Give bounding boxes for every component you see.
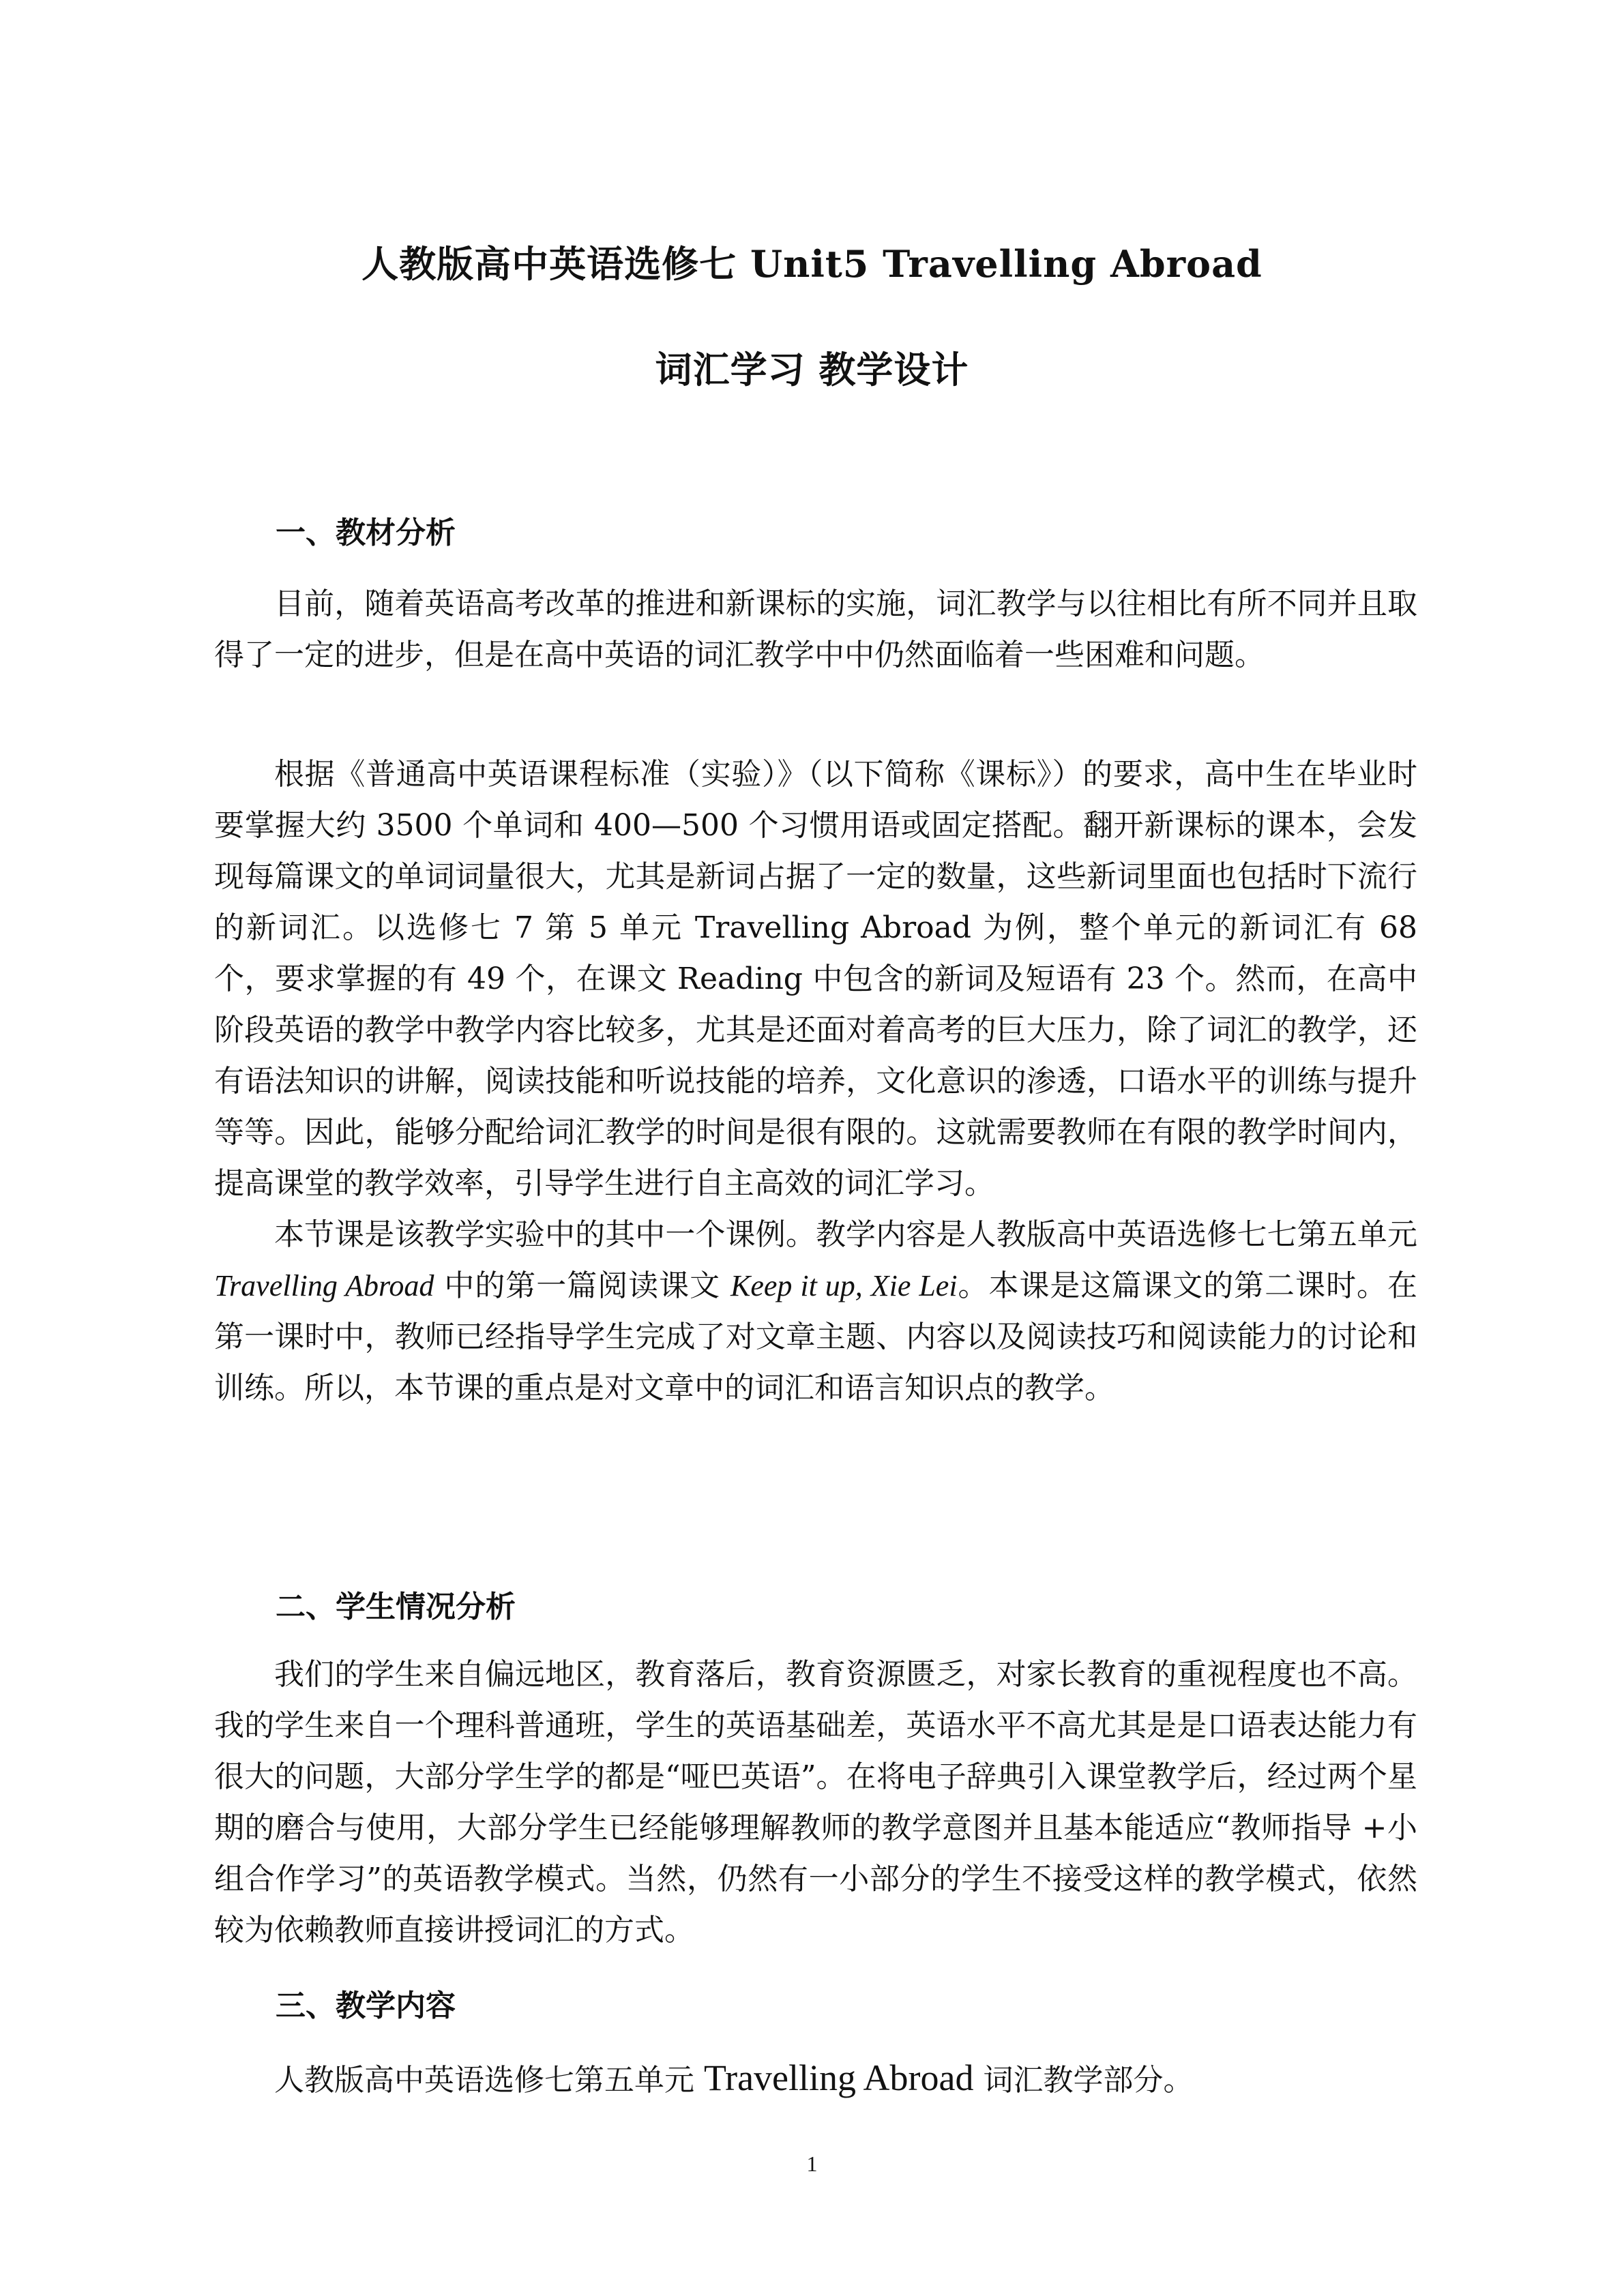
section3-body	[214, 2053, 1417, 2106]
paragraph-text: 人教版高中英语选修七第五单元	[274, 2063, 704, 2098]
document-title-line1: 人教版高中英语选修七 Unit5 Travelling Abroad	[361, 242, 1263, 286]
paragraph-text: 词汇教学部分。	[973, 2063, 1194, 2098]
section1-paragraph-3	[214, 1209, 1417, 1414]
unit-title: Travelling Abroad	[704, 2057, 974, 2098]
section2-heading: 二、学生情况分析	[276, 1590, 516, 1624]
paragraph-text: 中的第一篇阅读课文	[434, 1268, 730, 1303]
section1-body-3	[214, 1209, 1417, 1414]
section1-body-2	[214, 749, 1417, 1209]
document-title-line2: 词汇学习 教学设计	[655, 348, 969, 391]
unit-title-italic: Travelling Abroad	[214, 1269, 434, 1302]
section1-paragraph-2: 根据《普通高中英语课程标准（实验）》（以下简称《课标》）的要求，高中生在毕业时要掌握大约 3500 个单词和 400—500 个习惯用语或固定搭配。翻开新课标的课本，会发现每篇课文的单词词量很大，尤其是新词占据了一定的数量，这些新词里面也包括时下流行的新词汇。以选修七 7 第 5 单元 Travelling Abroad 为例，整个单元的新词汇有 68 个，要求掌握的有 49 个，在课文 Reading 中包含的新词及短语有 23 个。然而，在高中阶段英语的教学中教学内容比较多，尤其是还面对着高考的巨大压力，除了词汇的教学，还有语法知识的讲解，阅读技能和听说技能的培养，文化意识的渗透，口语水平的训练与提升等等。因此，能够分配给词汇教学的时间是很有限的。这就需要教师在有限的教学时间内，提高课堂的教学效率，引导学生进行自主高效的词汇学习。	[214, 757, 1417, 1201]
paragraph-text: 。本课是这篇课文的第二课时。在第一课时中，教师已经指导学生完成了对文章主题、内容以及阅读技巧和阅读能力的讨论和训练。所以，本节课的重点是对文章中的词汇和语言知识点的教学。	[214, 1268, 1417, 1405]
section1-heading: 一、教材分析	[276, 516, 456, 550]
paragraph-text: 本节课是该教学实验中的其中一个课例。教学内容是人教版高中英语选修七七第五单元	[274, 1217, 1417, 1252]
section3-paragraph	[214, 2053, 1417, 2106]
lesson-title-italic: Keep it up, Xie Lei	[730, 1269, 958, 1302]
section1-paragraph-1: 目前，随着英语高考改革的推进和新课标的实施，词汇教学与以往相比有所不同并且取得了一定的进步，但是在高中英语的词汇教学中中仍然面临着一些困难和问题。	[214, 586, 1417, 672]
page-number: 1	[806, 2151, 818, 2176]
section1-body	[214, 578, 1417, 681]
section2-body	[214, 1649, 1417, 1956]
section3-heading: 三、教学内容	[276, 1988, 456, 2023]
section2-paragraph-1: 我们的学生来自偏远地区，教育落后，教育资源匮乏，对家长教育的重视程度也不高。我的学生来自一个理科普通班，学生的英语基础差，英语水平不高尤其是是口语表达能力有很大的问题，大部分学生学的都是“哑巴英语”。在将电子辞典引入课堂教学后，经过两个星期的磨合与使用，大部分学生已经能够理解教师的教学意图并且基本能适应“教师指导 +小组合作学习”的英语教学模式。当然，仍然有一小部分的学生不接受这样的教学模式，依然较为依赖教师直接讲授词汇的方式。	[214, 1657, 1417, 1948]
